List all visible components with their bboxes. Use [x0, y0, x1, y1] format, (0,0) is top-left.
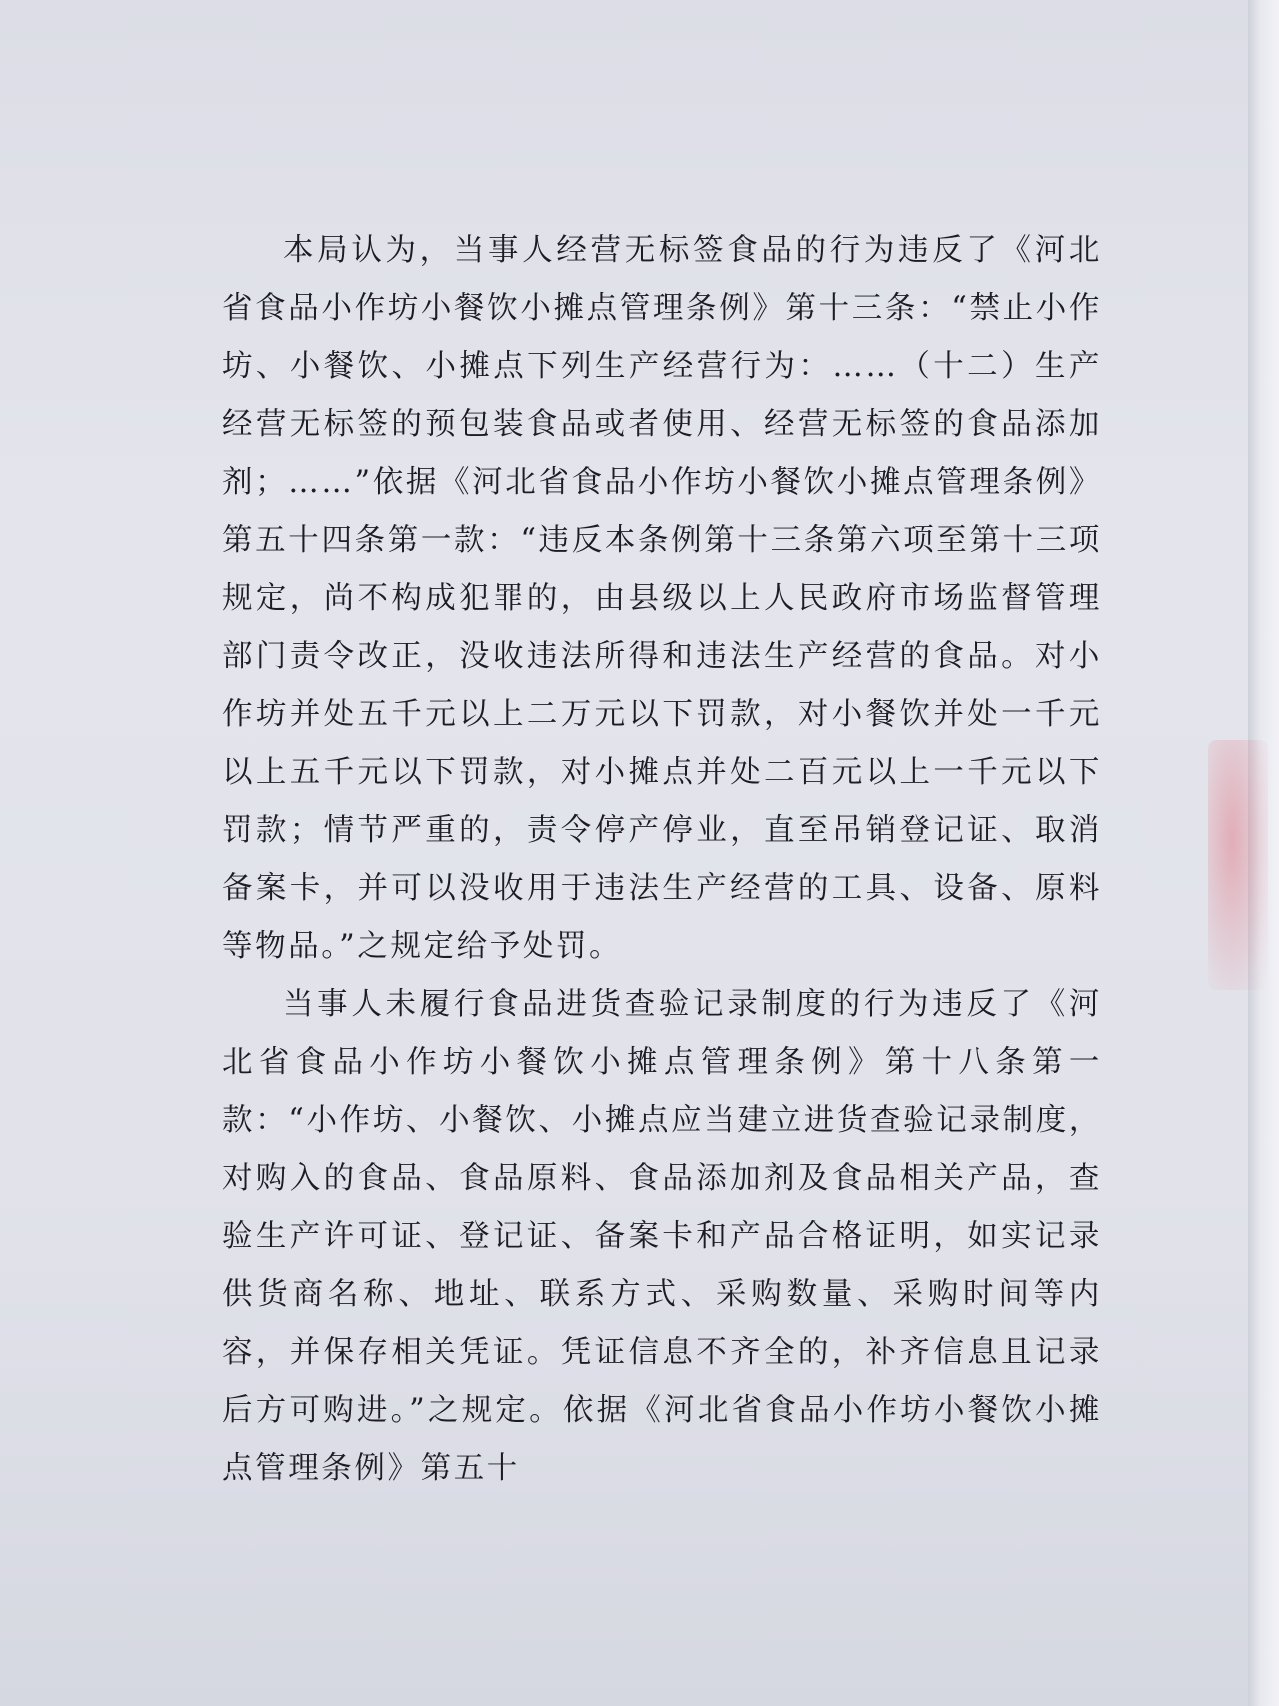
paragraph-1: 本局认为，当事人经营无标签食品的行为违反了《河北省食品小作坊小餐饮小摊点管理条例》第十三条：“禁止小作坊、小餐饮、小摊点下列生产经营行为：……（十二）生产经营无标签的预包装食品或者使用、经营无标签的食品添加剂；……”依据《河北省食品小作坊小餐饮小摊点管理条例》第五十四条第一款：“违反本条例第十三条第六项至第十三项规定，尚不构成犯罪的，由县级以上人民政府市场监督管理部门责令改正，没收违法所得和违法生产经营的食品。对小作坊并处五千元以上二万元以下罚款，对小餐饮并处一千元以上五千元以下罚款，对小摊点并处二百元以上一千元以下罚款；情节严重的，责令停产停业，直至吊销登记证、取消备案卡，并可以没收用于违法生产经营的工具、设备、原料等物品。”之规定给予处罚。 — [222, 233, 1102, 964]
paragraph-2: 当事人未履行食品进货查验记录制度的行为违反了《河北省食品小作坊小餐饮小摊点管理条例》第十八条第一款：“小作坊、小餐饮、小摊点应当建立进货查验记录制度，对购入的食品、食品原料、食品添加剂及食品相关产品，查验生产许可证、登记证、备案卡和产品合格证明，如实记录供货商名称、地址、联系方式、采购数量、采购时间等内容，并保存相关凭证。凭证信息不齐全的，补齐信息且记录后方可购进。”之规定。依据《河北省食品小作坊小餐饮小摊点管理条例》第五十 — [222, 987, 1102, 1486]
document-body — [222, 222, 1102, 1498]
red-seal-stamp — [1208, 740, 1268, 990]
